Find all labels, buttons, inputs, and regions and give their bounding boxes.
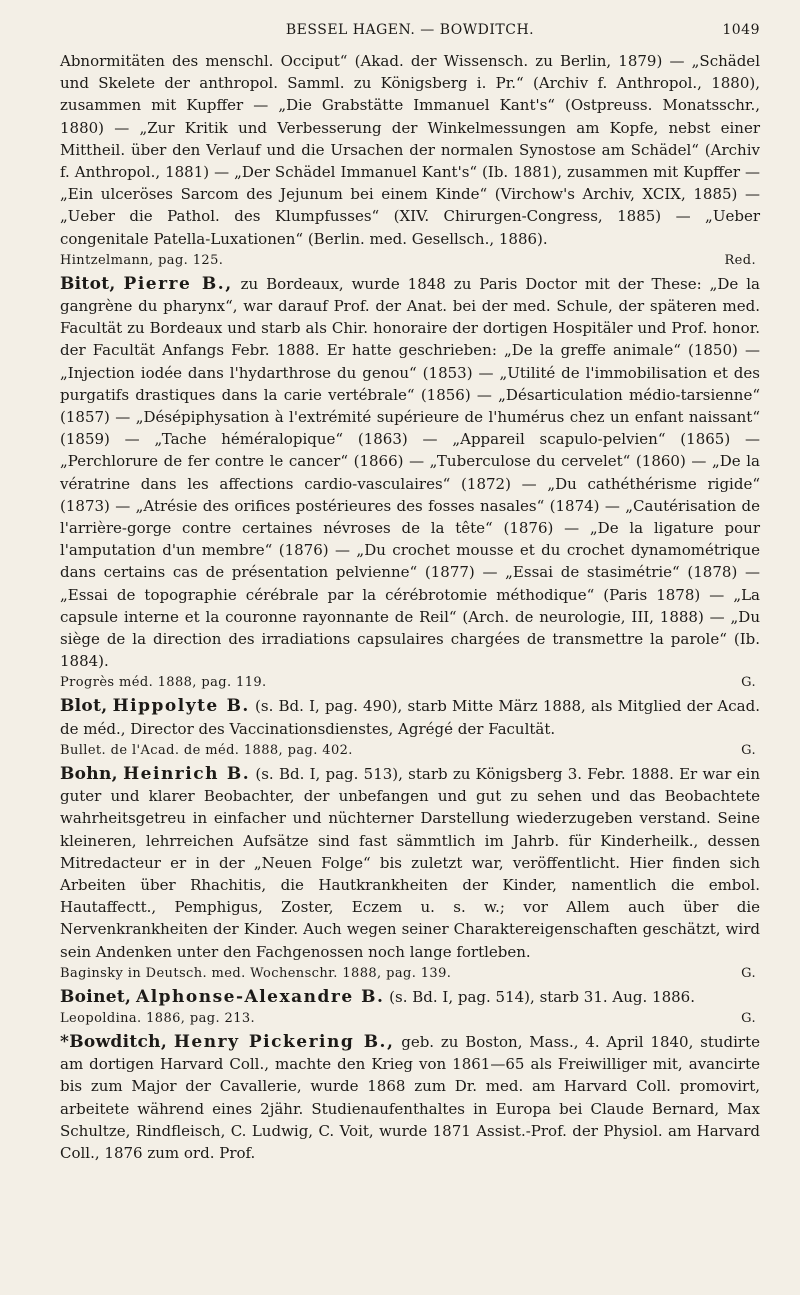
- entry-forename: Alphonse-Alexandre B.: [136, 986, 385, 1007]
- source: Bullet. de l'Acad. de méd. 1888, pag. 402.: [60, 742, 353, 758]
- entry-text: (s. Bd. I, pag. 490), starb Mitte März 1888, als Mitglied der Acad. de méd., Director des Vaccinationsdienstes, Agrégé der Facultät.: [60, 697, 760, 738]
- entry-reference: [60, 672, 760, 693]
- source: Baginsky in Deutsch. med. Wochenschr. 1888, pag. 139.: [60, 965, 452, 981]
- entry-bessel-hagen-continuation: [60, 50, 760, 271]
- entry-bitot: [60, 273, 760, 694]
- entry-bowditch: [60, 1031, 760, 1164]
- entry-text: zu Bordeaux, wurde 1848 zu Paris Doctor mit der These: „De la gangrène du pharynx“, war darauf Prof. der Anat. bei der med. Schule, der späteren med. Facultät zu Bordeaux und starb als Chir. honoraire der dortigen Hospitäler und Prof. honor. der Facultät Anfangs Febr. 1888. Er hatte geschrieben: „De la greffe animale“ (1850) — „Injection iodée dans l'hydarthrose du genou“ (1853) — „Utilité de l'immobilisation et des purgatifs drastiques dans la carie vertébrale“ (1856) — „Désarticulation médio-tarsienne“ (1857) — „Désépiphysation à l'extrémité supérieure de l'humérus chez un enfant naissant“ (1859) — „Tache héméralopique“ (1863) — „Appareil scapulo-pelvien“ (1865) — „Perchlorure de fer contre le cancer“ (1866) — „Tuberculose du cervelet“ (1860) — „De la vératrine dans les affections cardio-vasculaires“ (1872) — „Du cathéthérisme rigide“ (1873) — „Atrésie des orifices postérieures des fosses nasales“ (1874) — „Cautérisation de l'arrière-gorge contre certaines névroses de la tête“ (1876) — „De la ligature pour l'amputation d'un membre“ (1876) — „Du crochet mousse et du crochet dynamométrique dans certains cas de présentation pelvienne“ (1877) — „Essai de stasimétrie“ (1878) — „Essai de topographie cérébrale par la cérébrotomie méthodique“ (Paris 1878) — „La capsule interne et la couronne rayonnante de Reil“ (Arch. de neurologie, III, 1888) — „Du siège de la direction des irradiations capsulaires chargées de transmettre la parole“ (Ib. 1884).: [60, 274, 760, 671]
- entry-headword: Boinet,: [60, 986, 132, 1007]
- signature: G.: [741, 1010, 756, 1026]
- source: Progrès méd. 1888, pag. 119.: [60, 675, 267, 691]
- entry-paragraph: [60, 1031, 760, 1164]
- entry-forename: Pierre B.,: [123, 273, 233, 294]
- entry-headword: Bohn,: [60, 763, 118, 784]
- entry-paragraph: [60, 695, 760, 739]
- entry-reference: [60, 740, 760, 761]
- signature: G.: [741, 965, 756, 981]
- signature: G.: [741, 675, 756, 691]
- entry-text: (s. Bd. I, pag. 514), starb 31. Aug. 1886.: [389, 987, 695, 1006]
- entry-forename: Hippolyte B.: [112, 696, 250, 717]
- entry-paragraph: [60, 763, 760, 963]
- entry-headword: Blot,: [60, 696, 108, 717]
- entry-reference: [60, 963, 760, 984]
- signature: Red.: [724, 252, 756, 268]
- entry-paragraph: [60, 273, 760, 673]
- entry-text: Abnormitäten des menschl. Occiput“ (Akad. der Wissensch. zu Berlin, 1879) — „Schädel und Skelete der anthropol. Samml. zu Königsberg i. Pr.“ (Archiv f. Anthropol., 1880), zusammen mit Kupffer — „Die Grabstätte Immanuel Kant's“ (Ostpreuss. Monatsschr., 1880) — „Zur Kritik und Verbesserung der Winkelmessungen am Kopfe, nebst einer Mittheil. über den Verlauf und die Ursachen der normalen Synostose am Schädel“ (Archiv f. Anthropol., 1881) — „Der Schädel Immanuel Kant's“ (Ib. 1881), zusammen mit Kupffer — „Ein ulceröses Sarcom des Jejunum bei einem Kinde“ (Virchow's Archiv, XCIX, 1885) — „Ueber die Pathol. des Klumpfusses“ (XIV. Chirurgen-Congress, 1885) — „Ueber congenitale Patella-Luxationen“ (Berlin. med. Gesellsch., 1886).: [60, 52, 760, 248]
- page-number: 1049: [722, 22, 760, 38]
- entry-headword: *Bowditch,: [60, 1031, 168, 1052]
- signature: G.: [741, 742, 756, 758]
- entry-bohn: [60, 763, 760, 984]
- article-body: [60, 50, 760, 1164]
- entry-headword: Bitot,: [60, 273, 116, 294]
- source: Leopoldina. 1886, pag. 213.: [60, 1010, 256, 1026]
- running-title: BESSEL HAGEN. — BOWDITCH.: [285, 22, 535, 38]
- entry-text: geb. zu Boston, Mass., 4. April 1840, studirte am dortigen Harvard Coll., machte den Krieg von 1861—65 als Freiwilliger mit, avancirte bis zum Major der Cavallerie, wurde 1868 zum Dr. med. am Harvard Coll. promovirt, arbeitete während eines 2jähr. Studienaufenthaltes in Europa bei Claude Bernard, Max Schultze, Rindfleisch, C. Ludwig, C. Voit, wurde 1871 Assist.-Prof. der Physiol. am Harvard Coll., 1876 zum ord. Prof.: [60, 1032, 761, 1162]
- entry-paragraph: [60, 986, 760, 1008]
- entry-reference: [60, 250, 760, 271]
- source: Hintzelmann, pag. 125.: [60, 252, 224, 268]
- entry-forename: Henry Pickering B.,: [173, 1031, 395, 1052]
- running-header: [60, 22, 760, 48]
- entry-forename: Heinrich B.: [123, 763, 251, 784]
- entry-blot: [60, 695, 760, 760]
- entry-reference: [60, 1008, 760, 1029]
- entry-text: (s. Bd. I, pag. 513), starb zu Königsberg 3. Febr. 1888. Er war ein guter und klarer Beobachter, der unbefangen und gut zu sehen und das Beobachtete wahrheitsgetreu in einfacher und nüchterner Darstellung wiederzugeben verstand. Seine kleineren, lehrreichen Aufsätze sind fast sämmtlich im Jahrb. für Kinderheilk., dessen Mitredacteur er in der „Neuen Folge“ bis zuletzt war, veröffentlicht. Hier finden sich Arbeiten über Rhachitis, die Hautkrankheiten der Kinder, namentlich die embol. Hautaffectt., Pemphigus, Zoster, Eczem u. s. w.; vor Allem auch über die Nervenkrankheiten der Kinder. Auch wegen seiner Charaktereigenschaften geschätzt, wird sein Andenken unter den Fachgenossen noch lange fortleben.: [60, 764, 760, 961]
- entry-boinet: [60, 986, 760, 1029]
